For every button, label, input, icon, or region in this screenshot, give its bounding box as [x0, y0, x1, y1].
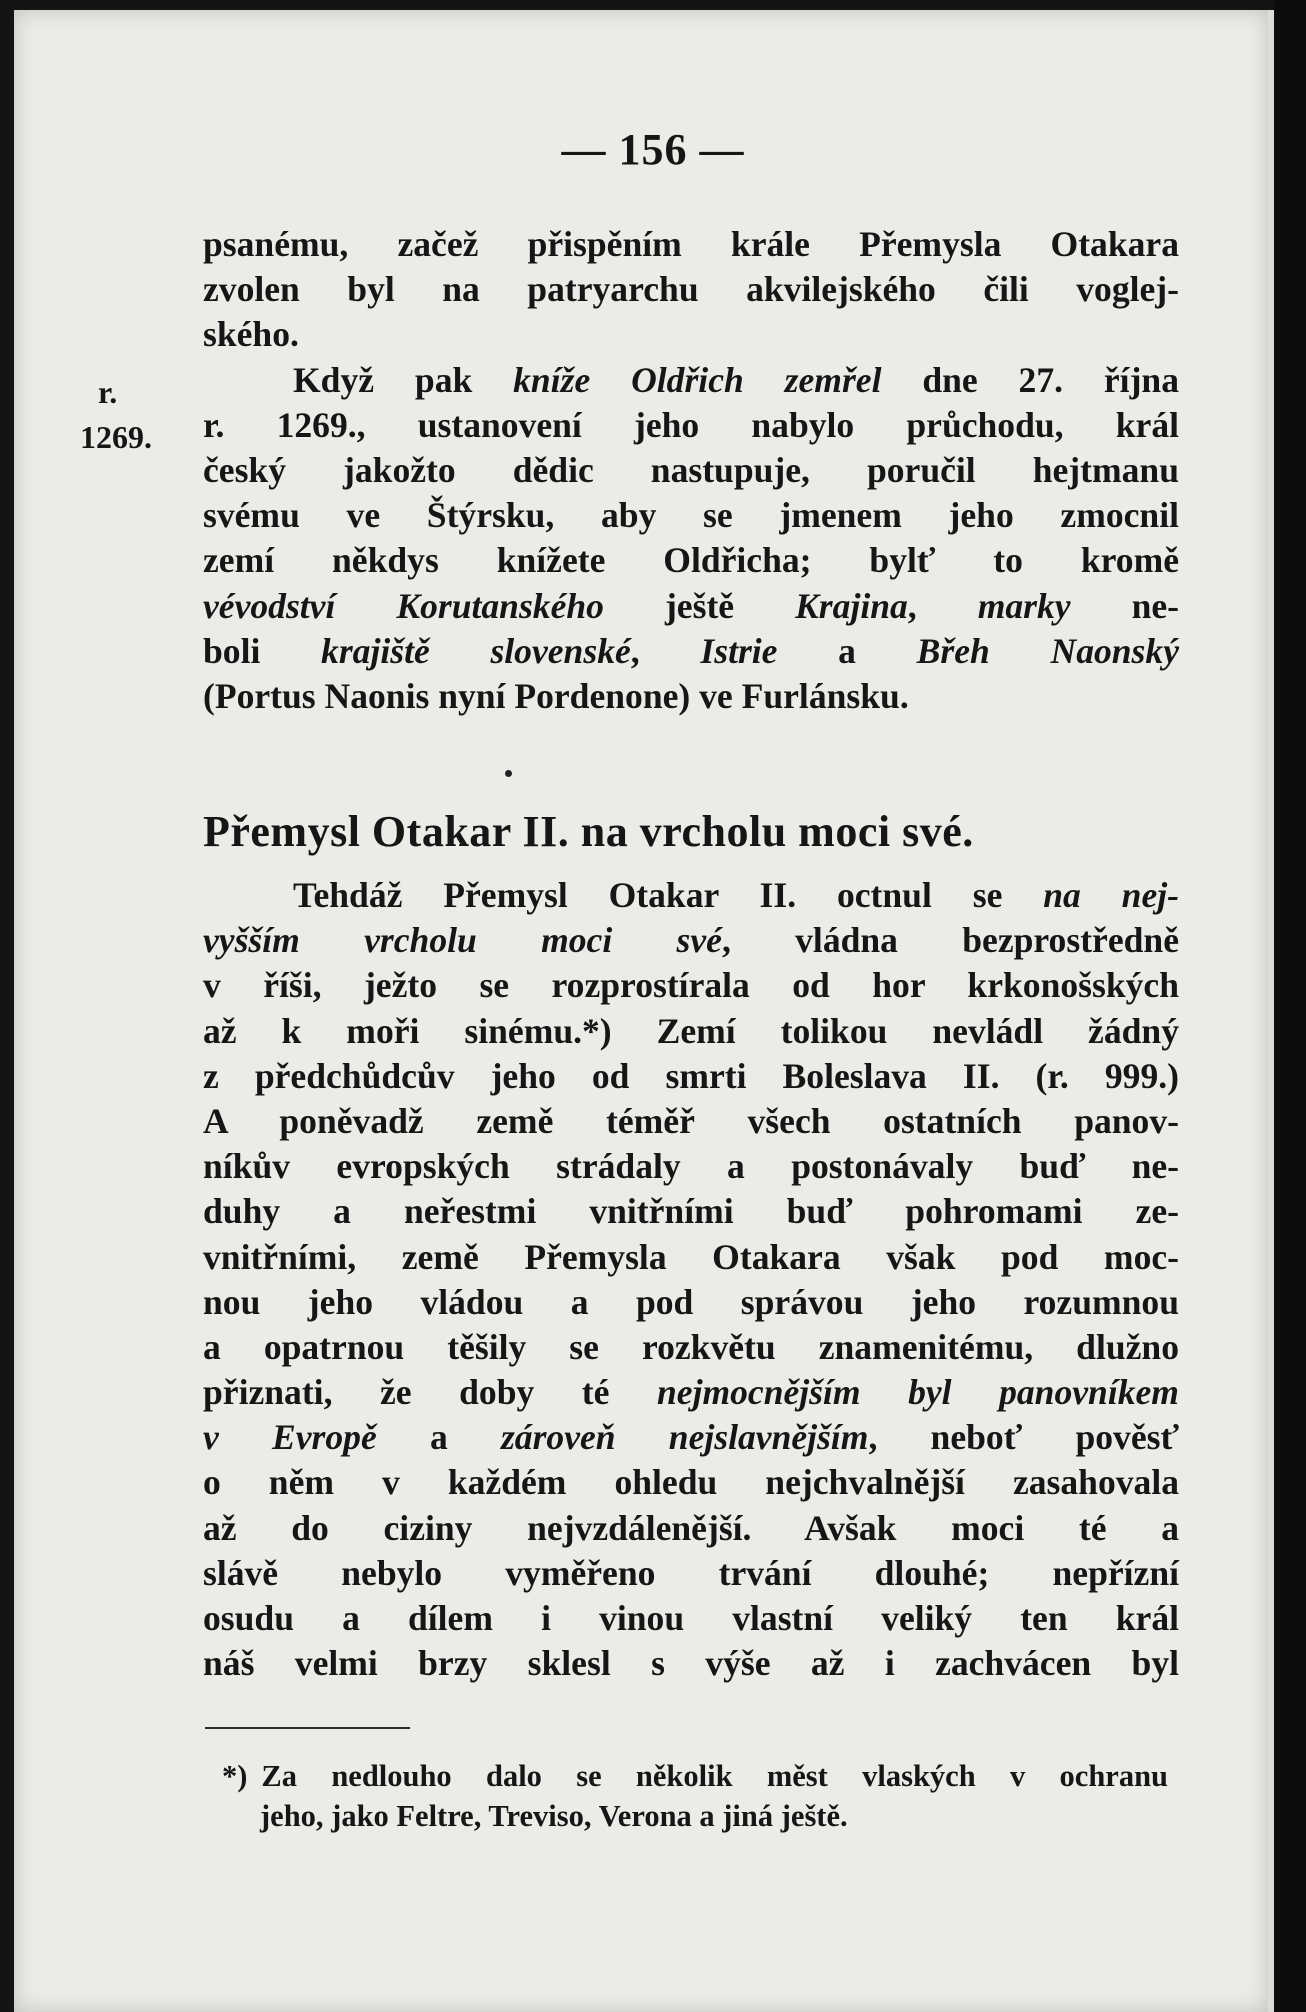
footnote-mark: *) — [222, 1759, 248, 1793]
text-line: český jakožto dědic nastupuje, poručil hejtmanu — [203, 449, 1179, 490]
print-speck — [505, 770, 512, 777]
text-run: přiznati, že doby té — [203, 1372, 657, 1413]
italic-run: krajiště slovenské — [321, 630, 631, 671]
footnote-divider — [205, 1727, 410, 1729]
text-line: vnitřními, země Přemysla Otakara však pod moc- — [203, 1236, 1179, 1277]
italic-run: kníže Oldřich zemřel — [513, 359, 882, 400]
text-run: a — [777, 630, 917, 671]
text-run: , vládna bezprostředně — [721, 920, 1179, 961]
text-line: osudu a dílem i vinou vlastní veliký ten král — [203, 1598, 1179, 1638]
text-run: , — [907, 585, 978, 626]
italic-run: Krajina — [795, 585, 908, 626]
paragraph-peak-of-power — [203, 873, 1179, 1686]
margin-note-line: r. — [98, 374, 118, 410]
text-line: a opatrnou těšily se rozkvětu znamenitému, dlužno — [203, 1326, 1179, 1367]
text-line: níkův evropských strádaly a postonávaly buď ne- — [203, 1146, 1179, 1187]
text-line: ského. — [203, 314, 299, 355]
text-line — [203, 1370, 1179, 1415]
italic-run: vévodství Korutanského — [203, 585, 604, 626]
text-line: v říši, ježto se rozprostírala od hor krkonošských — [203, 965, 1179, 1006]
text-line — [203, 873, 1179, 918]
text-run: ne- — [1070, 585, 1179, 626]
text-line — [203, 629, 1179, 674]
italic-run: Istrie — [700, 630, 778, 671]
text-line: slávě nebylo vyměřeno trvání dlouhé; nepřízní — [203, 1552, 1179, 1593]
text-line: z předchůdcův jeho od smrti Boleslava II. (r. 999.) — [203, 1055, 1179, 1096]
text-line: psanému, začež přispěním krále Přemysla Otakara — [203, 224, 1179, 264]
text-line: až k moři sinému.*) Zemí tolikou nevládl žádný — [203, 1010, 1179, 1051]
page-number: — 156 — — [561, 125, 745, 174]
text-line — [203, 918, 1179, 963]
text-line: (Portus Naonis nyní Pordenone) ve Furlánsku. — [203, 675, 909, 716]
text-line: A poněvadž země téměř všech ostatních panov- — [203, 1100, 1179, 1141]
text-line: o něm v každém ohledu nejchvalnější zasahovala — [203, 1462, 1179, 1503]
text-run: a — [376, 1417, 501, 1458]
text-line: zvolen byl na patryarchu akvilejského čili voglej- — [203, 269, 1179, 310]
text-run: Tehdáž Přemysl Otakar II. octnul se — [293, 875, 1044, 915]
footnote-line — [222, 1756, 1168, 1796]
text-line: r. 1269., ustanovení jeho nabylo průchodu, král — [203, 404, 1179, 445]
margin-note-line: 1269. — [80, 419, 152, 456]
text-line: duhy a neřestmi vnitřními buď pohromami ze- — [203, 1191, 1179, 1232]
text-run: dne 27. října — [881, 359, 1179, 400]
text-line — [203, 1415, 1179, 1460]
text-run: , neboť pověsť — [868, 1417, 1179, 1458]
italic-run: nejmocnějším byl panovníkem — [656, 1372, 1179, 1413]
text-run: Za nedlouho dalo se několik měst vlaských v ochranu — [261, 1759, 1168, 1793]
text-line: zemí někdys knížete Oldřicha; bylť to kromě — [203, 540, 1179, 581]
footnote-line: jeho, jako Feltre, Treviso, Verona a jiná ještě. — [260, 1799, 848, 1833]
text-run: boli — [203, 630, 322, 671]
book-gutter — [1274, 0, 1306, 2012]
italic-run: Břeh Naonský — [916, 630, 1179, 671]
italic-run: marky — [977, 585, 1071, 626]
footnote — [222, 1756, 1168, 1836]
text-line: náš velmi brzy sklesl s výše až i zachvácen byl — [203, 1643, 1179, 1684]
text-line: nou jeho vládou a pod správou jeho rozumnou — [203, 1281, 1179, 1322]
section-heading: Přemysl Otakar II. na vrcholu moci své. — [203, 807, 974, 856]
text-run: Když pak — [293, 359, 514, 400]
text-line: svému ve Štýrsku, aby se jmenem jeho zmocnil — [203, 495, 1179, 536]
italic-run: vyšším vrcholu moci své — [203, 920, 722, 961]
paragraph-oldrich — [203, 222, 1179, 719]
text-run: , — [630, 630, 701, 671]
margin-note-year — [80, 370, 152, 460]
italic-run: zároveň nejslavnějším — [500, 1417, 869, 1458]
text-line — [203, 358, 1179, 403]
text-line: až do ciziny nejvzdálenější. Avšak moci té a — [203, 1507, 1179, 1548]
italic-run: na nej- — [1043, 875, 1179, 915]
text-run: ještě — [603, 585, 796, 626]
text-line — [203, 584, 1179, 629]
italic-run: v Evropě — [203, 1417, 377, 1458]
